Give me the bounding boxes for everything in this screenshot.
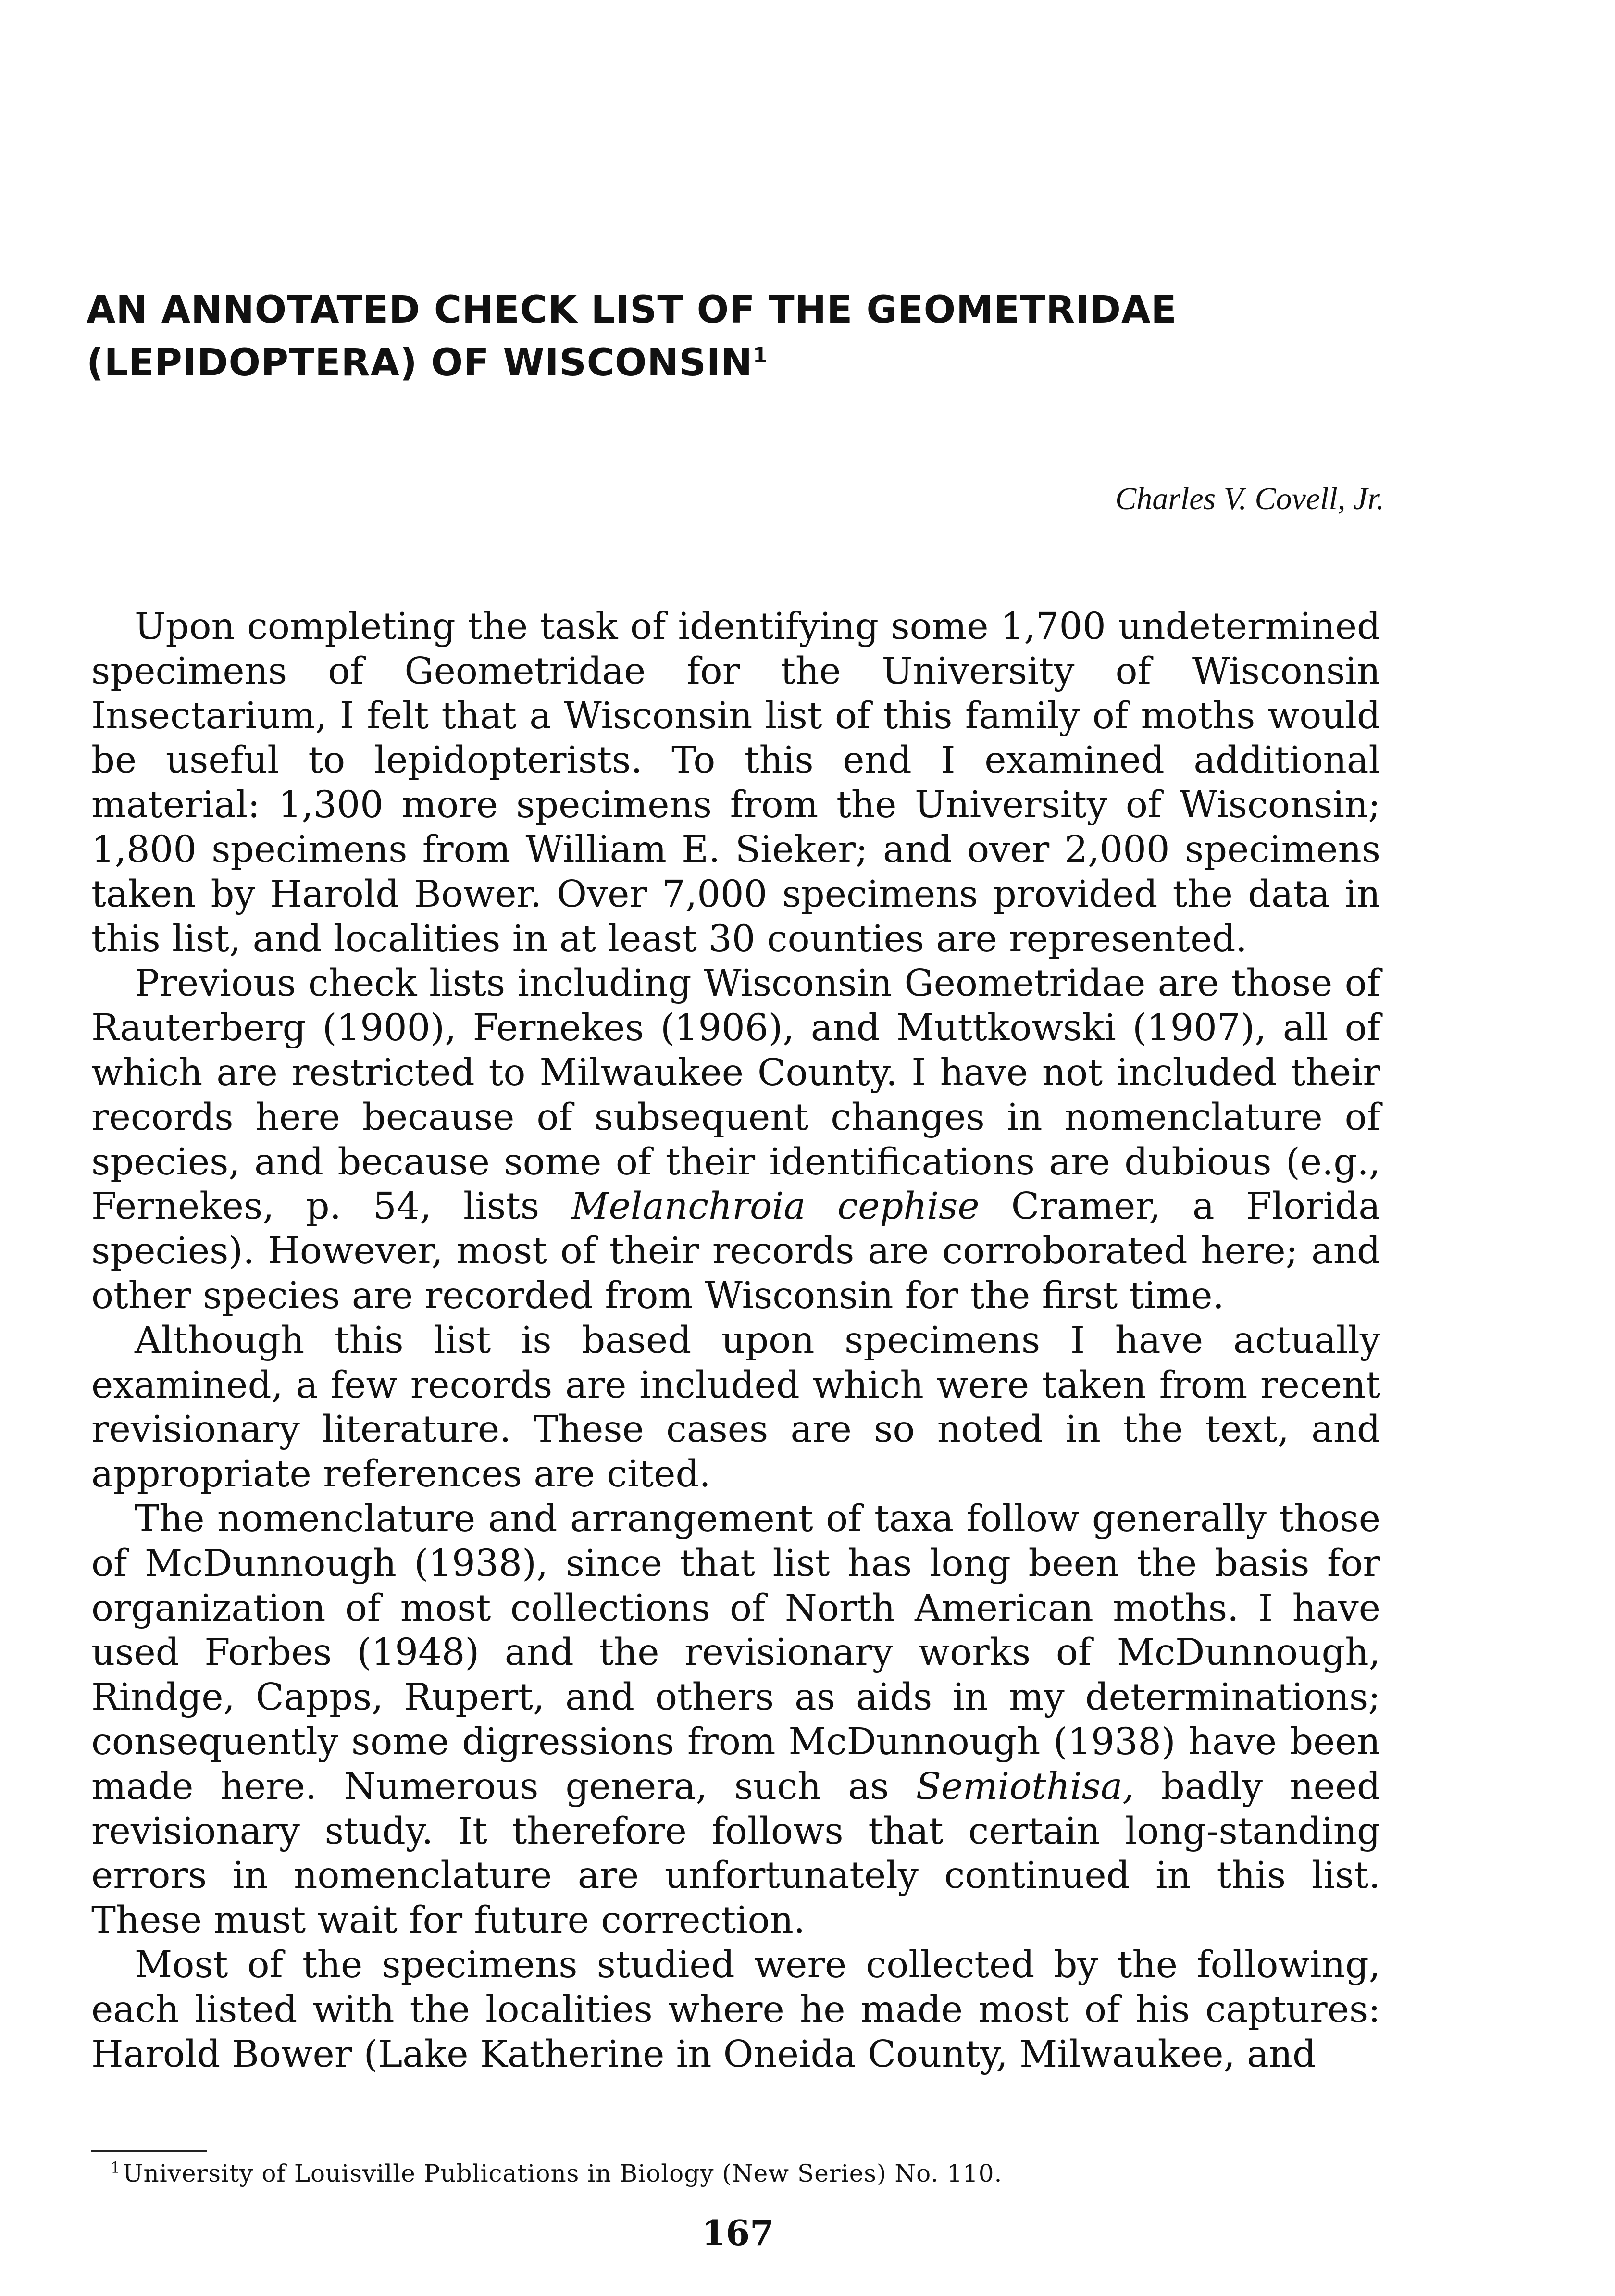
article-title: [87, 284, 1384, 389]
paragraph-text: The nomenclature and arrangement of taxa follow generally those of McDunnough (1938), since that list has long been the basis for organization of most collections of North American moths. I have used Forbes (1948) and the revisionary works of McDunnough, Rindge, Capps, Rupert, and others as aids in my determinations; consequently some digressions from McDunnough (1938) have been made here. Numerous genera, such as: [91, 1497, 1380, 1808]
article-body: [91, 605, 1380, 2077]
footnote-text: University of Louisville Publications in Biology (New Series) No. 110.: [123, 2159, 1003, 2187]
title-footnote-mark: 1: [753, 343, 768, 368]
paragraph-text: Although this list is based upon specimens I have actually examined, a few records are included which were taken from recent revisionary literature. These cases are so noted in the text, and appropriate references are cited.: [91, 1319, 1380, 1496]
article-title-text: AN ANNOTATED CHECK LIST OF THE GEOMETRIDAE (LEPIDOPTERA) OF WISCONSIN: [87, 288, 1177, 385]
italic-taxon-name: Semiothisa,: [916, 1765, 1134, 1808]
footnote-rule: [91, 2150, 207, 2152]
italic-taxon-name: Melanchroia cephise: [571, 1185, 980, 1228]
paragraph-text: badly need revisionary study. It therefore follows that certain long-standing errors in nomenclature are unfortunately continued in this list. These must wait for future correction.: [91, 1765, 1380, 1942]
paragraph-text: Upon completing the task of identifying some 1,700 undetermined specimens of Geometridae for the University of Wisconsin Insectarium, I felt that a Wisconsin list of this family of moths would be useful to lepidopterists. To this end I examined additional material: 1,300 more specimens from the University of Wisconsin; 1,800 specimens from William E. Sieker; and over 2,000 specimens taken by Harold Bower. Over 7,000 specimens provided the data in this list, and localities in at least 30 counties are represented.: [91, 605, 1380, 961]
body-paragraph: [91, 1319, 1380, 1497]
paragraph-text: Most of the specimens studied were collected by the following, each listed with the localities where he made most of his captures: Harold Bower (Lake Katherine in Oneida County, Milwaukee, and: [91, 1943, 1380, 2076]
paragraph-text: Previous check lists including Wisconsin Geometridae are those of Rauterberg (1900), Fernekes (1906), and Muttkowski (1907), all of which are restricted to Milwaukee County. I have not included their records here because of subsequent changes in nomenclature of species, and because some of their identifications are dubious (e.g., Fernekes, p. 54, lists: [91, 962, 1380, 1228]
article-author: Charles V. Covell, Jr.: [1115, 481, 1384, 516]
page-number: 167: [701, 2212, 774, 2253]
body-paragraph: [91, 961, 1380, 1318]
body-paragraph: [91, 1497, 1380, 1943]
body-paragraph: [91, 605, 1380, 961]
paragraph-text: Cramer, a Florida species). However, most of their records are corroborated here; and other species are recorded from Wisconsin for the first time.: [91, 1185, 1380, 1317]
footnote-number: 1: [111, 2159, 121, 2177]
body-paragraph: [91, 1943, 1380, 2077]
footnote: [111, 2157, 1360, 2190]
